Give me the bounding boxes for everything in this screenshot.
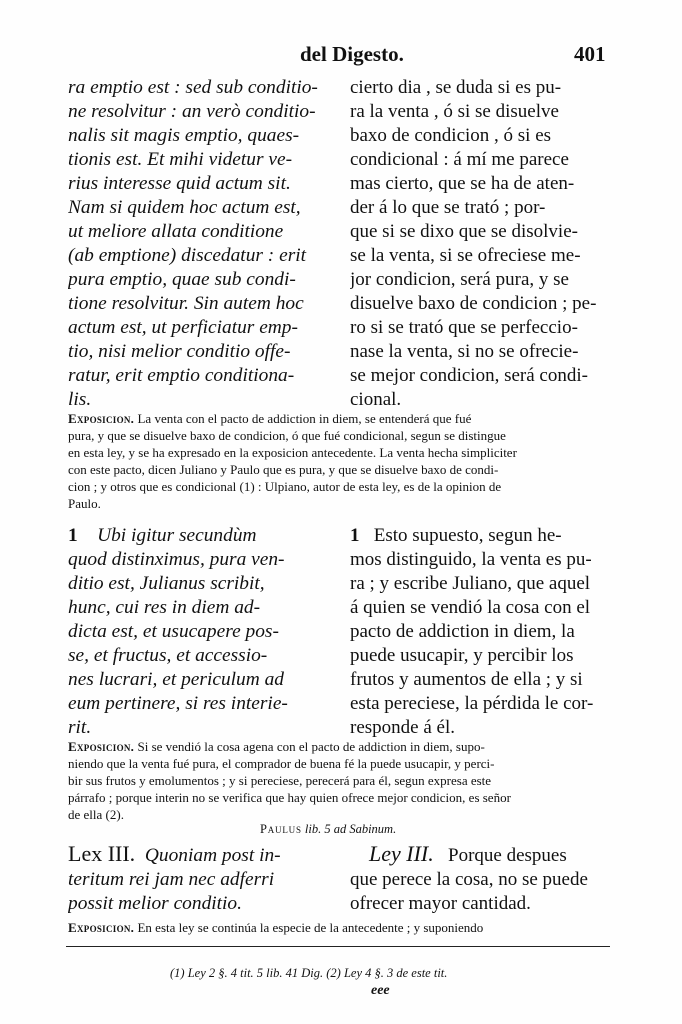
page-number: 401 <box>574 42 606 66</box>
paragraph-number: 1 <box>350 525 360 546</box>
latin-line: Quoniam post in- <box>144 845 281 866</box>
spanish-column-law3 <box>350 842 614 916</box>
latin-line: tio, nisi melior conditio offe- <box>68 341 291 362</box>
spanish-line: mos distinguido, la venta es pu- <box>350 549 592 570</box>
exposicion-text: La venta con el pacto de addiction in diem, se entenderá que fué <box>137 411 472 426</box>
latin-line: rit. <box>68 717 92 738</box>
latin-line: ratur, erit emptio conditiona- <box>68 365 295 386</box>
exposicion-label: Exposicion. <box>68 739 135 754</box>
spanish-line: der á lo que se trató ; por- <box>350 197 546 218</box>
spanish-line: Esto supuesto, segun he- <box>373 525 562 546</box>
spanish-line: á quien se vendió la cosa con el <box>350 597 591 618</box>
spanish-line: se la venta, si se ofreciese me- <box>350 245 581 266</box>
law-title-spanish: Ley III. <box>369 842 434 866</box>
latin-line: ra emptio est : sed sub conditio- <box>68 77 318 98</box>
spanish-first-line <box>350 842 614 868</box>
exposicion-line: Paulo. <box>68 496 101 511</box>
exposicion-line: de ella (2). <box>68 807 124 822</box>
spanish-line: que perece la cosa, no se puede <box>350 869 588 890</box>
spanish-line: ofrecer mayor cantidad. <box>350 893 531 914</box>
latin-line: dicta est, et usucapere pos- <box>68 621 279 642</box>
signature-mark: eee <box>371 983 390 998</box>
spanish-line: se mejor condicion, será condi- <box>350 365 588 386</box>
spanish-column-block1 <box>350 76 614 412</box>
spanish-line: condicional : á mí me parece <box>350 149 569 170</box>
spanish-line: ra la venta , ó si se disuelve <box>350 101 559 122</box>
exposicion-text: En esta ley se continúa la especie de la antecedente ; y suponiendo <box>137 920 484 935</box>
attribution-source: lib. 5 ad Sabinum. <box>304 822 397 836</box>
exposicion-first-line <box>68 410 613 427</box>
exposicion-line: en esta ley, y se ha expresado en la exposicion antecedente. La venta hecha simpliciter <box>68 445 517 460</box>
latin-line: Ubi igitur secundùm <box>97 525 257 546</box>
running-title: del Digesto. <box>300 42 404 66</box>
spanish-line: disuelve baxo de condicion ; pe- <box>350 293 597 314</box>
latin-first-line <box>68 524 330 548</box>
latin-line: tione resolvitur. Sin autem hoc <box>68 293 304 314</box>
exposicion-label: Exposicion. <box>68 920 135 935</box>
source-attribution <box>260 822 396 837</box>
latin-line: se, et fructus, et accessio- <box>68 645 268 666</box>
attribution-author: Paulus <box>260 822 302 836</box>
latin-line: ne resolvitur : an verò conditio- <box>68 101 316 122</box>
footnotes: (1) Ley 2 §. 4 tit. 5 lib. 41 Dig. (2) Ley 4 §. 3 de este tit. <box>170 966 448 980</box>
exposicion-label: Exposicion. <box>68 411 135 426</box>
spanish-first-line <box>350 524 614 548</box>
latin-line: actum est, ut perficiatur emp- <box>68 317 298 338</box>
exposicion-text: Si se vendió la cosa agena con el pacto de addiction in diem, supo- <box>137 739 485 754</box>
latin-line: teritum rei jam nec adferri <box>68 869 275 890</box>
exposicion-first-line <box>68 738 613 755</box>
spanish-line: cional. <box>350 389 402 410</box>
spanish-line: esta pereciese, la pérdida le cor- <box>350 693 594 714</box>
spanish-line: jor condicion, será pura, y se <box>350 269 569 290</box>
latin-line: rius interesse quid actum sit. <box>68 173 291 194</box>
latin-line: lis. <box>68 389 92 410</box>
latin-line: ditio est, Julianus scribit, <box>68 573 265 594</box>
spanish-line: cierto dia , se duda si es pu- <box>350 77 562 98</box>
latin-line: Nam si quidem hoc actum est, <box>68 197 301 218</box>
paragraph-number: 1 <box>68 525 78 546</box>
spanish-line: frutos y aumentos de ella ; y si <box>350 669 583 690</box>
latin-line: pura emptio, quae sub condi- <box>68 269 296 290</box>
latin-column-block1 <box>68 76 330 412</box>
latin-line: ut meliore allata conditione <box>68 221 284 242</box>
spanish-line: mas cierto, que se ha de aten- <box>350 173 575 194</box>
exposicion-line: pura, y que se disuelve baxo de condicion, ó que fué condicional, segun se distingue <box>68 428 506 443</box>
latin-first-line <box>68 842 330 868</box>
latin-line: eum pertinere, si res interie- <box>68 693 288 714</box>
spanish-line: baxo de condicion , ó si es <box>350 125 552 146</box>
exposicion-first-line <box>68 919 613 936</box>
exposicion-line: cion ; y otros que es condicional (1) : Ulpiano, autor de esta ley, es de la opinion de <box>68 479 502 494</box>
law-title-latin: Lex III. <box>68 842 136 866</box>
latin-line: nes lucrari, et periculum ad <box>68 669 284 690</box>
exposicion-line: con este pacto, dicen Juliano y Paulo que es pura, y que se disuelve baxo de condi- <box>68 462 499 477</box>
spanish-line: pacto de addiction in diem, la <box>350 621 575 642</box>
spanish-line: responde á él. <box>350 717 455 738</box>
spanish-column-block2 <box>350 524 614 740</box>
exposicion-paragraph-1 <box>68 410 613 512</box>
page-header <box>0 42 682 72</box>
exposicion-line: párrafo ; porque interin no se verifica que hay quien ofrece mejor condicion, es señor <box>68 790 511 805</box>
spanish-line: que si se dixo que se disolvie- <box>350 221 578 242</box>
spanish-line: Porque despues <box>448 845 567 866</box>
latin-line: tionis est. Et mihi videtur ve- <box>68 149 293 170</box>
exposicion-paragraph-3 <box>68 919 613 936</box>
latin-column-block2 <box>68 524 330 740</box>
latin-column-law3 <box>68 842 330 916</box>
exposicion-line: bir sus frutos y emolumentos ; y si pereciese, perecerá para él, segun expresa este <box>68 773 492 788</box>
latin-line: hunc, cui res in diem ad- <box>68 597 261 618</box>
latin-line: possit melior conditio. <box>68 893 242 914</box>
latin-line: (ab emptione) discedatur : erit <box>68 245 307 266</box>
exposicion-paragraph-2 <box>68 738 613 823</box>
latin-line: quod distinximus, pura ven- <box>68 549 285 570</box>
spanish-line: nase la venta, si no se ofrecie- <box>350 341 579 362</box>
spanish-line: ro si se trató que se perfeccio- <box>350 317 578 338</box>
latin-line: nalis sit magis emptio, quaes- <box>68 125 300 146</box>
exposicion-line: niendo que la venta fué pura, el comprador de buena fé la puede usucapir, y perci- <box>68 756 495 771</box>
spanish-line: ra ; y escribe Juliano, que aquel <box>350 573 591 594</box>
footnote-divider <box>66 946 610 947</box>
spanish-line: puede usucapir, y percibir los <box>350 645 574 666</box>
